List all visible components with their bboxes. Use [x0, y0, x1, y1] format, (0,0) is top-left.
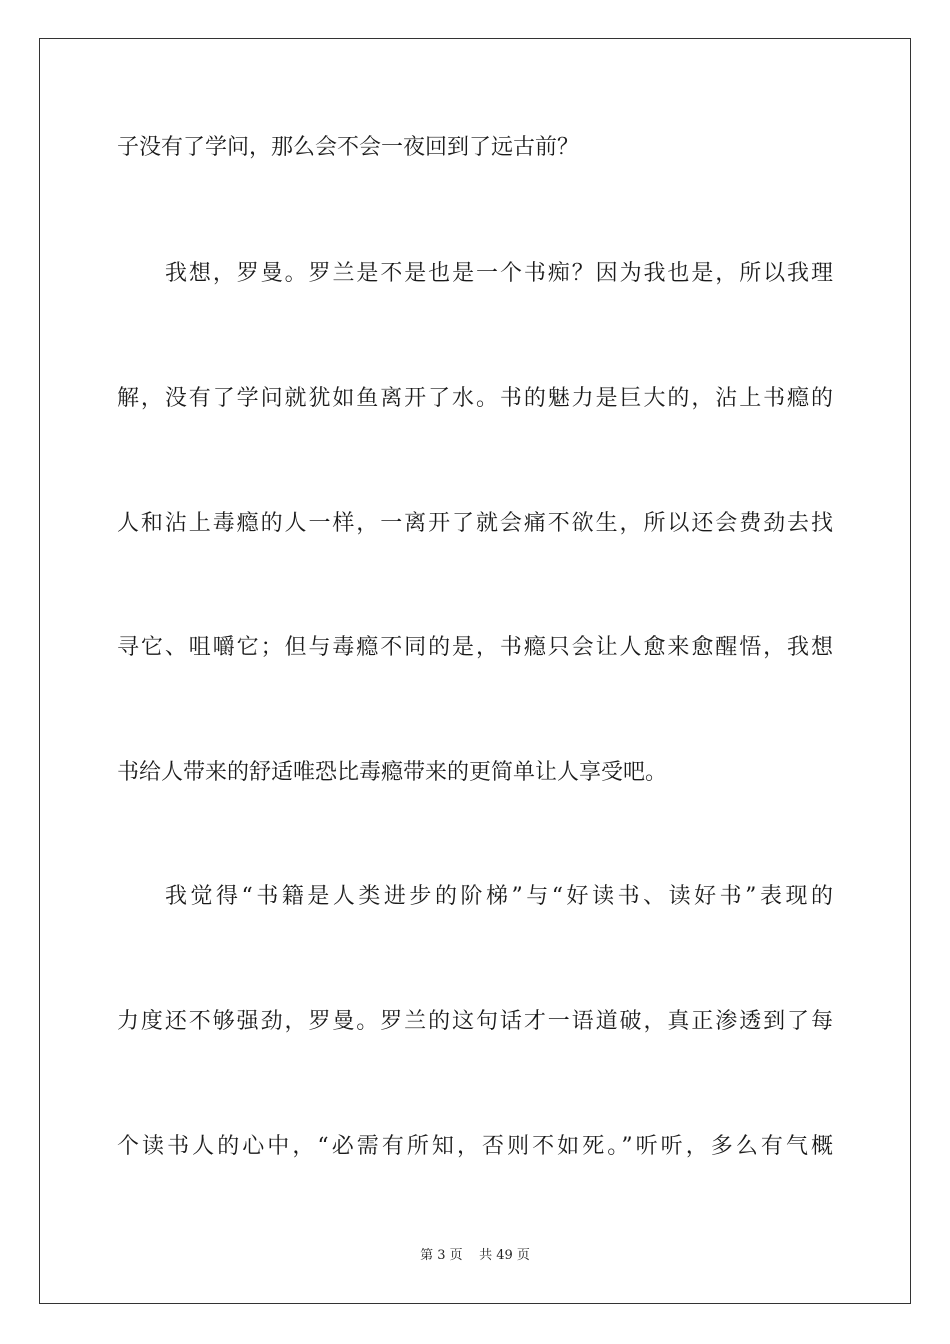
- text-line: 寻它、咀嚼它；但与毒瘾不同的是，书瘾只会让人愈来愈醒悟，我想: [117, 635, 833, 660]
- text-line: 力度还不够强劲，罗曼。罗兰的这句话才一语道破，真正渗透到了每: [117, 1009, 833, 1034]
- text-line: 解，没有了学问就犹如鱼离开了水。书的魅力是巨大的，沾上书瘾的: [117, 386, 833, 411]
- page-border: [39, 38, 911, 1304]
- text-line: 我想，罗曼。罗兰是不是也是一个书痴？因为我也是，所以我理: [165, 261, 833, 286]
- text-line: 子没有了学问，那么会不会一夜回到了远古前？: [117, 135, 580, 160]
- page-number-footer: 第 3 页 共 49 页: [420, 1248, 530, 1263]
- text-line: 人和沾上毒瘾的人一样，一离开了就会痛不欲生，所以还会费劲去找: [117, 511, 833, 536]
- text-line: 我觉得“书籍是人类进步的阶梯”与“好读书、读好书”表现的: [165, 884, 833, 909]
- text-line: 个读书人的心中，“必需有所知，否则不如死。”听听，多么有气概: [117, 1134, 833, 1159]
- text-line: 书给人带来的舒适唯恐比毒瘾带来的更简单让人享受吧。: [117, 760, 668, 785]
